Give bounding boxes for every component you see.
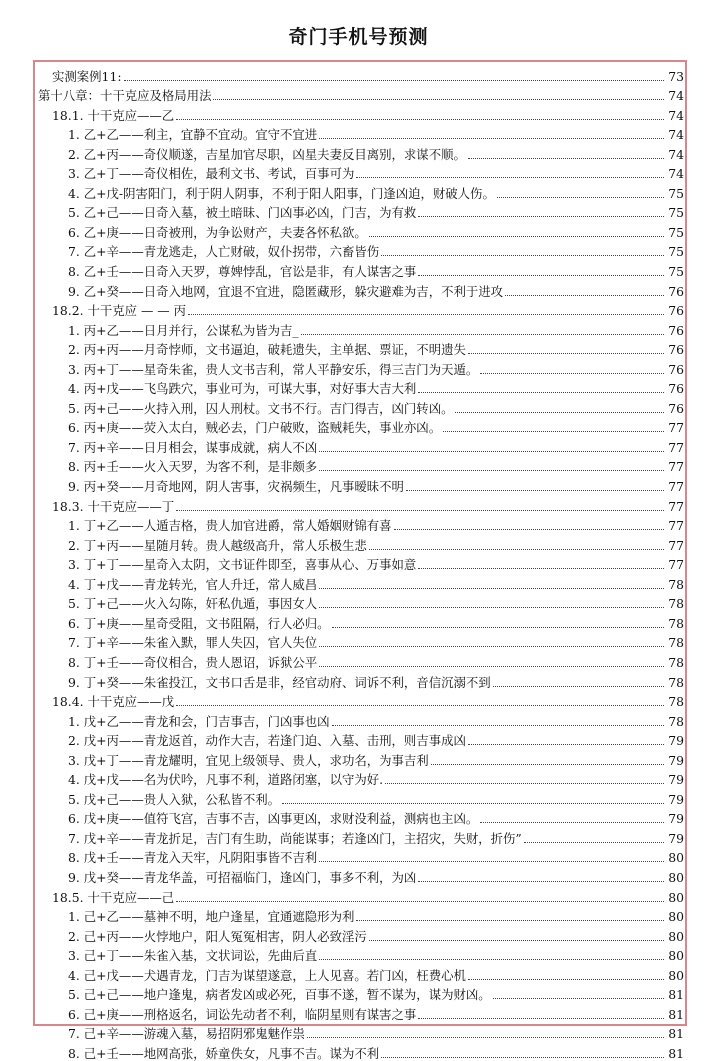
- toc-entry-title: 1. 戊+乙——青龙和会，门吉事吉，门凶事也凶: [68, 714, 330, 729]
- dot-leader: [369, 236, 664, 237]
- toc-entry-page: 74: [668, 88, 684, 104]
- toc-entry[interactable]: [36, 748, 690, 768]
- toc-entry-page: 78: [668, 596, 684, 612]
- toc-entry[interactable]: [36, 220, 690, 240]
- dot-leader: [213, 99, 664, 100]
- dot-leader: [381, 1057, 664, 1058]
- toc-entry-page: 80: [668, 967, 684, 983]
- toc-entry-page: 74: [668, 146, 684, 162]
- dot-leader: [480, 373, 664, 374]
- toc-entry-page: 78: [668, 713, 684, 729]
- toc-entry[interactable]: [36, 846, 690, 866]
- dot-leader: [431, 764, 664, 765]
- toc-entry-title: 6. 戊+庚——值符飞宫，吉事不吉，凶事更凶，求财没利益，测病也主凶。: [68, 812, 479, 827]
- toc-entry-title: 6. 乙+庚——日奇被刑，为争讼财产，夫妻各怀私欲。: [68, 225, 367, 240]
- toc-entry-page: 77: [668, 459, 684, 475]
- toc-entry-page: 79: [668, 733, 684, 749]
- toc-entry-page: 81: [668, 987, 684, 1003]
- dot-leader: [468, 158, 664, 159]
- toc-entry-title: 1. 乙+乙——利主，宜静不宜动。宜守不宜进: [68, 128, 318, 143]
- dot-leader: [319, 588, 664, 589]
- toc-entry[interactable]: [36, 553, 690, 573]
- toc-entry[interactable]: [36, 592, 690, 612]
- dot-leader: [176, 119, 664, 120]
- dot-leader: [497, 197, 664, 198]
- toc-entry[interactable]: [36, 924, 690, 944]
- dot-leader: [455, 412, 664, 413]
- dot-leader: [524, 842, 664, 843]
- toc-entry-page: 76: [668, 361, 684, 377]
- toc-entry-title: 9. 丙+癸——月奇地网，阴人害事，灾祸频生，凡事暧昧不明: [68, 480, 404, 495]
- dot-leader: [493, 686, 664, 687]
- dot-leader: [406, 490, 664, 491]
- toc-entry-page: 78: [668, 654, 684, 670]
- toc-entry-page: 80: [668, 909, 684, 925]
- toc-entry-page: 75: [668, 244, 684, 260]
- toc-entry-title: 3. 乙+丁——奇仪相佐，最利文书、考试，百事可为: [68, 167, 355, 182]
- toc-entry-title: 9. 丁+癸——朱雀投江，文书口舌是非，经官动府、词诉不利，音信沉溺不到: [68, 675, 491, 690]
- toc-entry-page: 77: [668, 557, 684, 573]
- toc-entry-title: 3. 丙+丁——星奇朱雀，贵人文书吉利，常人平静安乐，得三吉门为天遁。: [68, 362, 479, 377]
- dot-leader: [369, 549, 664, 550]
- toc-entry-page: 80: [668, 850, 684, 866]
- toc-entry-page: 80: [668, 948, 684, 964]
- toc-entry[interactable]: [36, 826, 690, 846]
- toc-entry-title: 3. 己+丁——朱雀入基，文状词讼，先曲后直: [68, 949, 318, 964]
- table-of-contents: [36, 64, 690, 1061]
- toc-entry-page: 80: [668, 869, 684, 885]
- toc-entry-title: 3. 戊+丁——青龙耀明，宜见上级领导、贵人，求功名，为事吉利: [68, 753, 429, 768]
- toc-entry-title: 2. 己+丙——火悖地户，阳人冤冤相害，阴人必致淫污: [68, 929, 367, 944]
- dot-leader: [188, 314, 664, 315]
- toc-entry-title: 5. 丙+己——火持入刑，囚人刑杖。文书不行。吉门得吉，凶门转凶。: [68, 401, 454, 416]
- toc-entry[interactable]: [36, 64, 690, 84]
- toc-entry[interactable]: [36, 299, 690, 319]
- toc-entry[interactable]: [36, 494, 690, 514]
- toc-entry-title: 3. 丁+丁——星奇入太阴，文书证件即至，喜事从心、万事如意: [68, 558, 417, 573]
- toc-entry[interactable]: [36, 670, 690, 690]
- toc-entry[interactable]: [36, 416, 690, 436]
- toc-entry-page: 76: [668, 381, 684, 397]
- dot-leader: [468, 744, 664, 745]
- dot-leader: [176, 705, 664, 706]
- dot-leader: [480, 822, 664, 823]
- toc-entry[interactable]: [36, 123, 690, 143]
- toc-entry[interactable]: [36, 807, 690, 827]
- toc-entry-title: 18.5. 十干克应——己: [52, 890, 175, 905]
- dot-leader: [356, 920, 664, 921]
- toc-entry-page: 77: [668, 518, 684, 534]
- toc-entry-page: 81: [668, 1006, 684, 1022]
- toc-entry-page: 73: [668, 68, 684, 84]
- toc-entry-page: 81: [668, 1026, 684, 1042]
- dot-leader: [394, 529, 664, 530]
- toc-entry-title: 6. 己+庚——刑格返名，词讼先动者不利，临阴星则有谋害之事: [68, 1007, 417, 1022]
- toc-entry[interactable]: [36, 435, 690, 455]
- toc-entry[interactable]: [36, 181, 690, 201]
- toc-entry-page: 79: [668, 830, 684, 846]
- dot-leader: [176, 510, 664, 511]
- dot-leader: [381, 255, 664, 256]
- dot-leader: [418, 216, 664, 217]
- dot-leader: [468, 979, 664, 980]
- toc-entry-page: 74: [668, 107, 684, 123]
- toc-entry-title: 5. 戊+己——贵人入狱，公私皆不利。: [68, 792, 281, 807]
- toc-entry-page: 74: [668, 166, 684, 182]
- toc-entry[interactable]: [36, 84, 690, 104]
- toc-entry-page: 80: [668, 889, 684, 905]
- toc-entry[interactable]: [36, 885, 690, 905]
- dot-leader: [418, 275, 664, 276]
- toc-entry[interactable]: [36, 103, 690, 123]
- toc-entry-page: 78: [668, 674, 684, 690]
- dot-leader: [468, 353, 664, 354]
- toc-entry[interactable]: [36, 690, 690, 710]
- dot-leader: [282, 803, 664, 804]
- toc-entry-title: 8. 戊+壬——青龙入天牢，凡阴阳事皆不吉利: [68, 851, 318, 866]
- dot-leader: [332, 627, 664, 628]
- toc-entry-title: 4. 丙+戊——飞鸟跌穴，事业可为，可谋大事，对好事大吉大利: [68, 382, 417, 397]
- toc-entry-title: 1. 己+乙——墓神不明，地户逢星，宜通遮隐形为利: [68, 910, 355, 925]
- dot-leader: [319, 646, 664, 647]
- toc-entry-title: 8. 丁+壬——奇仪相合，贵人恩诏，诉狱公平: [68, 655, 318, 670]
- toc-entry[interactable]: [36, 1041, 690, 1061]
- dot-leader: [301, 334, 664, 335]
- dot-leader: [319, 607, 664, 608]
- toc-entry-title: 7. 丙+辛——日月相会，谋事成就，病人不凶: [68, 440, 318, 455]
- toc-entry-page: 79: [668, 791, 684, 807]
- toc-entry[interactable]: [36, 201, 690, 221]
- toc-entry-page: 75: [668, 185, 684, 201]
- toc-entry[interactable]: [36, 768, 690, 788]
- toc-entry-page: 77: [668, 479, 684, 495]
- toc-entry[interactable]: [36, 142, 690, 162]
- toc-entry-page: 76: [668, 283, 684, 299]
- dot-leader: [418, 881, 664, 882]
- dot-leader: [319, 959, 664, 960]
- toc-entry-page: 77: [668, 439, 684, 455]
- toc-entry-title: 5. 乙+己——日奇入墓，被土暗昧、门凶事必凶，门吉，为有救: [68, 206, 417, 221]
- toc-entry-title: 18.1. 十干克应——乙: [52, 108, 175, 123]
- toc-entry-title: 18.4. 十干克应——戊: [52, 695, 175, 710]
- dot-leader: [307, 1037, 664, 1038]
- toc-entry-title: 4. 己+戊——犬遇青龙，门吉为谋望遂意，上人见喜。若门凶，枉费心机: [68, 968, 466, 983]
- toc-entry[interactable]: [36, 259, 690, 279]
- toc-entry-title: 9. 乙+癸——日奇入地网，宜退不宜进，隐匿藏形，躲灾避难为吉，不利于进攻: [68, 284, 504, 299]
- dot-leader: [493, 998, 664, 999]
- dot-leader: [418, 568, 664, 569]
- toc-entry[interactable]: [36, 1002, 690, 1022]
- toc-entry[interactable]: [36, 377, 690, 397]
- toc-entry[interactable]: [36, 279, 690, 299]
- toc-entry-title: 5. 丁+己——火入勾陈，奸私仇遁，事因女人: [68, 597, 318, 612]
- toc-entry[interactable]: [36, 240, 690, 260]
- toc-entry[interactable]: [36, 905, 690, 925]
- toc-entry[interactable]: [36, 514, 690, 534]
- dot-leader: [319, 666, 664, 667]
- toc-entry-title: 2. 乙+丙——奇仪顺遂，吉星加官尽职，凶星夫妻反目离别，求谋不顺。: [68, 147, 466, 162]
- toc-entry-page: 74: [668, 127, 684, 143]
- toc-entry[interactable]: [36, 572, 690, 592]
- toc-entry-page: 79: [668, 752, 684, 768]
- toc-entry-title: 4. 戊+戊——名为伏吟，凡事不利，道路闭塞，以守为好.: [68, 773, 384, 788]
- toc-entry-title: 4. 丁+戊——青龙转光，官人升迁，常人威昌: [68, 577, 318, 592]
- dot-leader: [332, 725, 664, 726]
- toc-entry-title: 18.3. 十干克应——丁: [52, 499, 175, 514]
- toc-entry-title: 2. 丙+丙——月奇悖师，文书逼迫，破耗遗失，主单据、票证，不明遗失: [68, 343, 466, 358]
- dot-leader: [176, 901, 664, 902]
- toc-entry-page: 75: [668, 264, 684, 280]
- toc-entry-page: 80: [668, 928, 684, 944]
- dot-leader: [418, 392, 664, 393]
- toc-entry-title: 8. 己+壬——地网高张，娇童佚女，凡事不吉。谋为不利: [68, 1046, 380, 1061]
- dot-leader: [319, 861, 664, 862]
- dot-leader: [505, 295, 664, 296]
- dot-leader: [319, 451, 664, 452]
- toc-entry[interactable]: [36, 787, 690, 807]
- toc-entry-title: 18.2. 十干克应 — — 丙: [52, 304, 187, 319]
- toc-entry-title: 第十八章：十干克应及格局用法: [38, 89, 212, 104]
- toc-entry-title: 9. 戊+癸——青龙华盖，可招福临门，逢凶门，事多不利，为凶: [68, 870, 417, 885]
- toc-entry-title: 2. 丁+丙——星随月转。贵人越级高升，常人乐极生悲: [68, 538, 367, 553]
- page-title: 奇门手机号预测: [288, 26, 429, 48]
- toc-entry-page: 78: [668, 635, 684, 651]
- toc-entry[interactable]: [36, 455, 690, 475]
- toc-entry-title: 6. 丙+庚——荧入太白，贼必去，门户破败，盗贼耗失，事业亦凶。: [68, 421, 442, 436]
- toc-entry[interactable]: [36, 650, 690, 670]
- toc-entry-title: 1. 丁+乙——人遁吉格，贵人加官进爵，常人婚姻财锦有喜: [68, 519, 392, 534]
- toc-entry-title: 2. 戊+丙——青龙返首，动作大吉，若逢门迫、入墓、击刑，则吉事成凶: [68, 734, 466, 749]
- toc-entry-page: 75: [668, 224, 684, 240]
- toc-entry-page: 77: [668, 537, 684, 553]
- toc-entry-page: 77: [668, 498, 684, 514]
- dot-leader: [356, 177, 664, 178]
- toc-entry[interactable]: [36, 944, 690, 964]
- toc-entry-title: 8. 丙+壬——火入天罗，为客不利，是非颇多: [68, 460, 318, 475]
- toc-entry[interactable]: [36, 729, 690, 749]
- dot-leader: [319, 138, 664, 139]
- toc-entry-page: 81: [668, 1045, 684, 1061]
- toc-entry-title: 5. 己+己——地户逢鬼，病者发凶或必死，百事不遂，暂不谋为，谋为财凶。: [68, 988, 491, 1003]
- toc-entry[interactable]: [36, 318, 690, 338]
- toc-entry[interactable]: [36, 1022, 690, 1042]
- dot-leader: [443, 431, 664, 432]
- toc-entry[interactable]: [36, 983, 690, 1003]
- toc-entry-page: 78: [668, 576, 684, 592]
- toc-entry-title: 7. 戊+辛——青龙折足，吉门有生助，尚能谋事；若逢凶门，主招灾，失财，折伤”: [68, 831, 522, 846]
- dot-leader: [369, 940, 664, 941]
- toc-entry-title: 8. 乙+壬——日奇入天罗，尊婢悖乱，官讼是非，有人谋害之事: [68, 265, 417, 280]
- toc-entry-title: 实测案例11:: [52, 69, 122, 84]
- toc-entry-title: 6. 丁+庚——星奇受阻，文书阻隔，行人必归。: [68, 616, 330, 631]
- toc-entry[interactable]: [36, 533, 690, 553]
- toc-entry[interactable]: [36, 162, 690, 182]
- toc-entry-page: 76: [668, 400, 684, 416]
- dot-leader: [319, 470, 664, 471]
- toc-entry-title: 7. 丁+辛——朱雀入默，罪人失囚，官人失位: [68, 636, 318, 651]
- toc-entry-page: 76: [668, 342, 684, 358]
- toc-entry[interactable]: [36, 865, 690, 885]
- toc-entry[interactable]: [36, 611, 690, 631]
- toc-entry[interactable]: [36, 338, 690, 358]
- toc-entry-page: 76: [668, 303, 684, 319]
- toc-entry-page: 78: [668, 615, 684, 631]
- toc-entry-page: 79: [668, 772, 684, 788]
- toc-entry[interactable]: [36, 396, 690, 416]
- toc-entry[interactable]: [36, 357, 690, 377]
- toc-entry[interactable]: [36, 709, 690, 729]
- toc-entry-title: 7. 乙+辛——青龙逃走，人亡财破，奴仆拐带，六畜皆伤: [68, 245, 380, 260]
- toc-entry[interactable]: [36, 474, 690, 494]
- toc-entry[interactable]: [36, 963, 690, 983]
- toc-entry-page: 77: [668, 420, 684, 436]
- toc-entry-page: 79: [668, 811, 684, 827]
- toc-entry-title: 4. 乙+戊-阴害阳门，利于阴人阴事，不利于阳人阳事，门逢凶迫，财破人伤。: [68, 186, 495, 201]
- toc-entry-page: 75: [668, 205, 684, 221]
- toc-entry-title: 7. 己+辛——游魂入墓，易招阴邪鬼魅作祟: [68, 1027, 305, 1042]
- toc-entry-title: 1. 丙+乙——日月并行，公谋私为皆为吉_: [68, 323, 299, 338]
- dot-leader: [385, 783, 664, 784]
- toc-entry[interactable]: [36, 631, 690, 651]
- dot-leader: [124, 80, 664, 81]
- dot-leader: [418, 1018, 664, 1019]
- toc-entry-page: 76: [668, 322, 684, 338]
- toc-entry-page: 78: [668, 694, 684, 710]
